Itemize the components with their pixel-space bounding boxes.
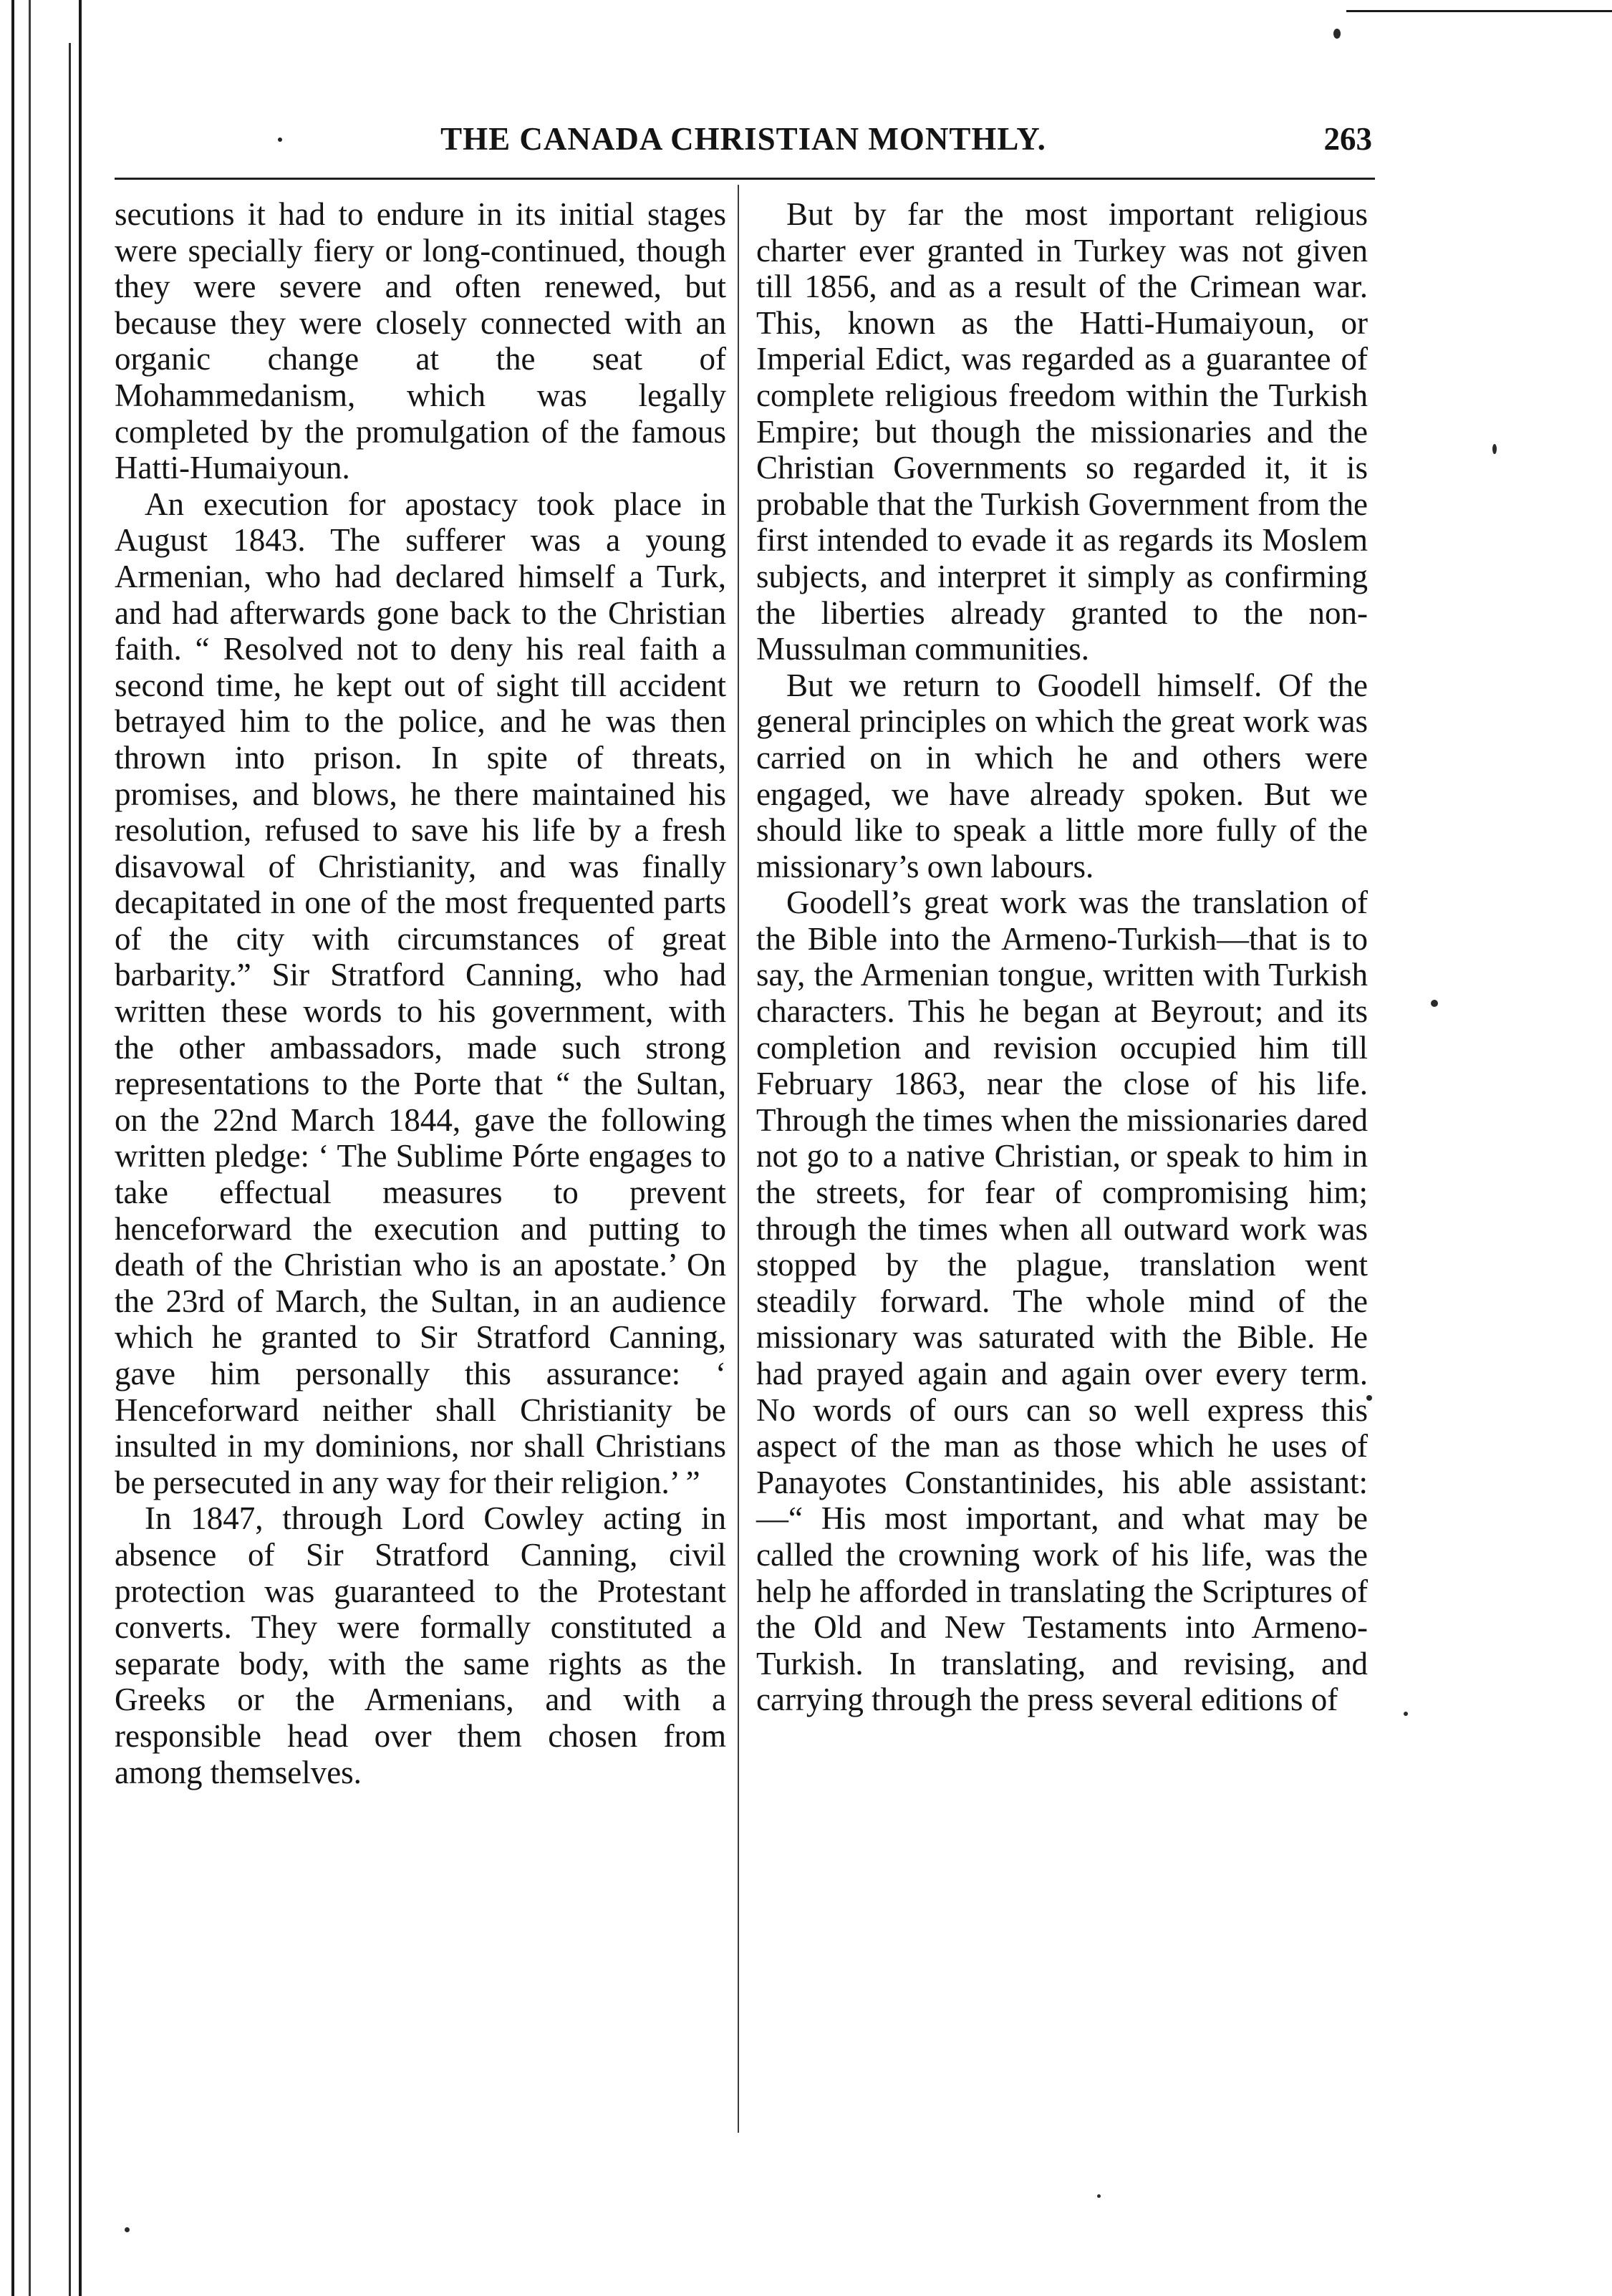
binding-edge-rule: [79, 0, 82, 2296]
paragraph: An execution for apostacy took place in August 1843. The sufferer was a young Armenian, who had declared himself a Turk, and had afterwards gone back to the Christian faith. “ Resolved not to deny his real faith a second time, he kept out of sight till accident betrayed him to the police, and he was then thrown into prison. In spite of threats, promises, and blows, he there maintained his resolution, refused to save his life by a fresh disavowal of Christianity, and was finally decapitated in one of the most frequented parts of the city with circumstances of great barbarity.” Sir Stratford Canning, who had written these words to his government, with the other ambassadors, made such strong representations to the Porte that “ the Sultan, on the 22nd March 1844, gave the following written pledge: ‘ The Sublime Pórte engages to take effectual measures to prevent henceforward the execution and putting to death of the Christian who is an apostate.’ On the 23rd of March, the Sultan, in an audience which he granted to Sir Stratford Canning, gave him personally this assurance: ‘ Henceforward neither shall Christianity be insulted in my dominions, nor shall Christians be persecuted in any way for their religion.’ ”: [115, 486, 726, 1500]
scan-speck: [125, 2227, 130, 2232]
paragraph: Goodell’s great work was the translation of the Bible into the Armeno-Turkish—that is to say, the Armenian tongue, written with Turkish characters. This he began at Beyrout; and its completion and revision occupied him till February 1863, near the close of his life. Through the times when the missionaries dared not go to a native Christian, or speak to him in the streets, for fear of compromising him; through the times when all outward work was stopped by the plague, translation went steadily forward. The whole mind of the missionary was saturated with the Bible. He had prayed again and again over every term. No words of ours can so well express this aspect of the man as those which he uses of Panayotes Constantinides, his able assistant:—“ His most important, and what may be called the crowning work of his life, was the help he afforded in translating the Scriptures of the Old and New Testaments into Armeno-Turkish. In translating, and revising, and carrying through the press several editions of: [756, 884, 1368, 1718]
paragraph: secutions it had to endure in its initial stages were specially fiery or long-continued, though they were severe and often renewed, but because they were closely connected with an organic change at the seat of Mohammedanism, which was legally completed by the promulgation of the famous Hatti-Humaiyoun.: [115, 196, 726, 486]
scan-speck: [1431, 1000, 1438, 1007]
top-edge-rule: [1346, 10, 1612, 12]
column-divider: [738, 185, 739, 2133]
paragraph: But we return to Goodell himself. Of the general principles on which the great work was carried on in which he and others were engaged, we have already spoken. But we should like to speak a little more fully of the missionary’s own labours.: [756, 667, 1368, 884]
running-head: [115, 116, 1372, 166]
header-rule: [115, 178, 1375, 180]
paragraph: But by far the most important religious charter ever granted in Turkey was not given till 1856, and as a result of the Crimean war. This, known as the Hatti-Humaiyoun, or Imperial Edict, was regarded as a guarantee of complete religious freedom within the Turkish Empire; but though the missionaries and the Christian Governments so regarded it, it is probable that the Turkish Government from the first intended to evade it as regards its Moslem subjects, and interpret it simply as confirming the liberties already granted to the non-Mussulman communities.: [756, 196, 1368, 667]
paragraph: In 1847, through Lord Cowley acting in absence of Sir Stratford Canning, civil protection was guaranteed to the Protestant converts. They were formally constituted a separate body, with the same rights as the Greeks or the Armenians, and with a responsible head over them chosen from among themselves.: [115, 1500, 726, 1790]
left-column: [115, 196, 726, 1790]
scan-speck: [1492, 444, 1497, 454]
scan-speck: [1333, 29, 1341, 39]
right-column: [756, 196, 1368, 1718]
scan-speck: [1404, 1712, 1408, 1716]
running-title: THE CANADA CHRISTIAN MONTHLY.: [440, 121, 1046, 157]
scan-speck: [1097, 2194, 1101, 2198]
binding-edge-rule: [11, 0, 14, 2296]
page-number: 263: [1323, 121, 1372, 157]
binding-edge-rule: [29, 0, 31, 2296]
binding-edge-rule: [69, 43, 71, 2296]
